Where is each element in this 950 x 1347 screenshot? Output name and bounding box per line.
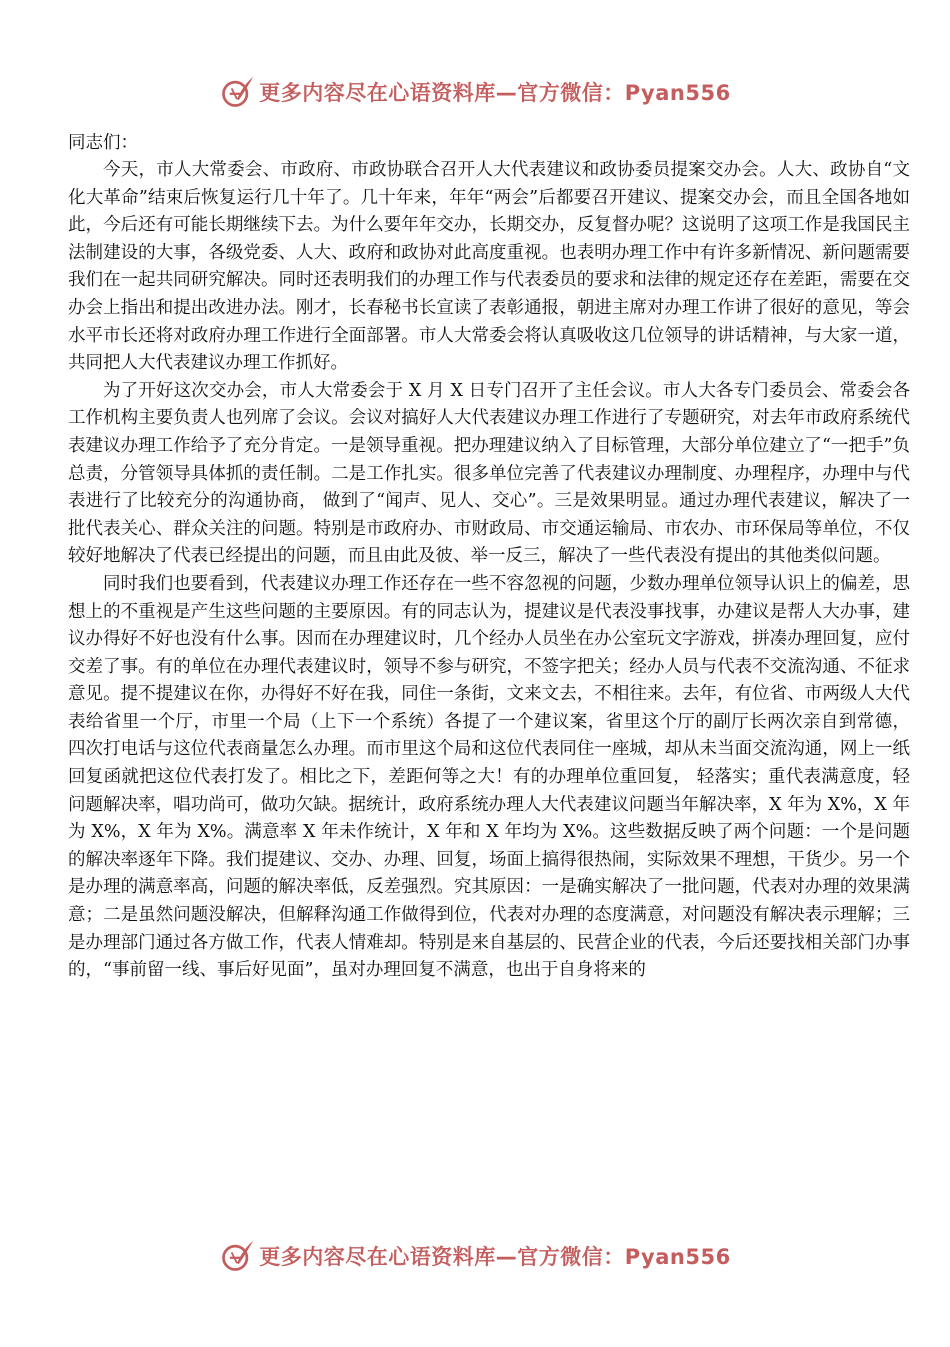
watermark-text: 更多内容尽在心语资料库—官方微信：Pyan556 — [259, 81, 731, 105]
footer-watermark-banner — [0, 1236, 950, 1276]
salutation: 同志们： — [68, 133, 138, 153]
header-watermark-banner — [0, 72, 950, 112]
quill-logo-icon — [219, 74, 255, 110]
paragraph-1: 今天，市人大常委会、市政府、市政协联合召开人大代表建议和政协委员提案交办会。人大、政协自“文化大革命”结束后恢复运行几十年了。几十年来，年年“两会”后都要召开建议、提案交办会，而且全国各地如此，今后还有可能长期继续下去。为什么要年年交办，长期交办，反复督办呢？这说明了这项工作是我国民主法制建设的大事，各级党委、人大、政府和政协对此高度重视。也表明办理工作中有许多新情况、新问题需要我们在一起共同研究解决。同时还表明我们的办理工作与代表委员的要求和法律的规定还存在差距，需要在交办会上指出和提出改进办法。刚才，长春秘书长宣读了表彰通报，朝进主席对办理工作讲了很好的意见，等会水平市长还将对政府办理工作进行全面部署。市人大常委会将认真吸收这几位领导的讲话精神，与大家一道，共同把人大代表建议办理工作抓好。 — [68, 160, 910, 374]
paragraph-2: 为了开好这次交办会，市人大常委会于 X 月 X 日专门召开了主任会议。市人大各专门委员会、常委会各工作机构主要负责人也列席了会议。会议对搞好人大代表建议办理工作进行了专题研究，对去年市政府系统代表建议办理工作给予了充分肯定。一是领导重视。把办理建议纳入了目标管理，大部分单位建立了“一把手”负总责，分管领导具体抓的责任制。二是工作扎实。很多单位完善了代表建议办理制度、办理程序，办理中与代表进行了比较充分的沟通协商， 做到了“闻声、见人、交心”。三是效果明显。通过办理代表建议，解决了一批代表关心、群众关注的问题。特别是市政府办、市财政局、市交通运输局、市农办、市环保局等单位，不仅较好地解决了代表已经提出的问题，而且由此及彼、举一反三，解决了一些代表没有提出的其他类似问题。 — [68, 380, 910, 567]
watermark-text: 更多内容尽在心语资料库—官方微信：Pyan556 — [259, 1245, 731, 1269]
paragraph-3: 同时我们也要看到，代表建议办理工作还存在一些不容忽视的问题，少数办理单位领导认识上的偏差，思想上的不重视是产生这些问题的主要原因。有的同志认为，提建议是代表没事找事，办建议是帮人大办事，建议办得好不好也没有什么事。因而在办理建议时，几个经办人员坐在办公室玩文字游戏，拼凑办理回复，应付交差了事。有的单位在办理代表建议时，领导不参与研究，不签字把关；经办人员与代表不交流沟通、不征求意见。提不提建议在你，办得好不好在我，同住一条街，文来文去，不相往来。去年，有位省、市两级人大代表给省里一个厅，市里一个局（上下一个系统）各提了一个建议案，省里这个厅的副厅长两次亲自到常德， 四次打电话与这位代表商量怎么办理。而市里这个局和这位代表同住一座城，却从未当面交流沟通，网上一纸回复函就把这位代表打发了。相比之下，差距何等之大！有的办理单位重回复， 轻落实；重代表满意度，轻问题解决率，唱功尚可，做功欠缺。据统计，政府系统办理人大代表建议问题当年解决率，X 年为 X%，X 年为 X%，X 年为 X%。满意率 X 年未作统计，X 年和 X 年均为 X%。这些数据反映了两个问题：一个是问题的解决率逐年下降。我们提建议、交办、办理、回复，场面上搞得很热闹，实际效果不理想，干货少。另一个是办理的满意率高，问题的解决率低，反差强烈。究其原因：一是确实解决了一批问题，代表对办理的效果满意；二是虽然问题没解决，但解释沟通工作做得到位，代表对办理的态度满意，对问题没有解决表示理解；三是办理部门通过各方做工作，代表人情难却。特别是来自基层的、民营企业的代表，今后还要找相关部门办事的，“事前留一线、事后好见面”，虽对办理回复不满意，也出于自身将来的 — [68, 573, 910, 981]
document-body — [68, 130, 910, 985]
quill-logo-icon — [219, 1238, 255, 1274]
